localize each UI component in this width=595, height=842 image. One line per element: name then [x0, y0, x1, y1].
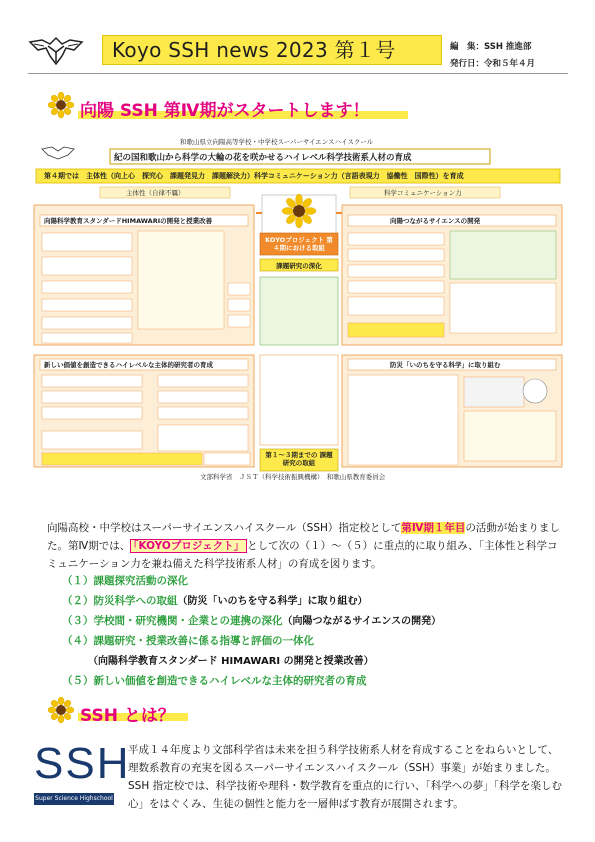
sunflower-icon	[48, 697, 74, 723]
list-item: （５）新しい価値を創造できるハイレベルな主体的研究者の育成	[62, 675, 367, 687]
intro-paragraph: 向陽高校・中学校はスーパーサイエンスハイスクール（SSH）指定校として第Ⅳ期１年目の活動が始まりました。第Ⅳ期では、 「KOYOプロジェクト」 として次の（１）～（５）に重点的に取り組み、「主体性と科学コミュニケーション力を兼ね備えた科学技術系人材」の育成を図ります。	[47, 522, 560, 570]
highlight-phase4-year1: 第Ⅳ期１年目	[401, 522, 466, 534]
section-heading-phase4: 向陽 SSH 第Ⅳ期がスタートします！	[80, 101, 370, 121]
diagram-left-label: 主体性（自律不羈）	[126, 189, 185, 197]
newsletter-title: Koyo SSH news 2023 第１号	[112, 38, 396, 62]
diagram-box-researcher: 新しい価値を創造できるハイレベルな主体的研究者の育成	[44, 361, 213, 369]
diagram-box-himawari: 向陽科学教育スタンダードHIMAWARIの開発と授業改善	[44, 217, 213, 225]
school-emblem-icon	[28, 34, 84, 68]
ssh-logo	[34, 737, 131, 807]
diagram-banner: 紀の国和歌山から科学の大輪の花を咲かせるハイレベル科学技術系人材の育成	[114, 153, 412, 163]
highlight-koyo-project: 「KOYOプロジェクト」	[130, 539, 247, 553]
editor-label: 編 集：SSH 推進部	[450, 42, 532, 52]
diagram-right-label: 科学コミュニケーション力	[384, 189, 462, 197]
diagram-footer: 文部科学省 ＪＳＴ（科学技術振興機構） 和歌山県教育委員会	[200, 473, 386, 481]
list-item: （向陽科学教育スタンダード HIMAWARI の開発と授業改善）	[88, 656, 374, 667]
ssh-logo-subtitle: Super Science Highschool	[34, 793, 114, 805]
diagram-goal-line: 第４期では 主体性（向上心 探究心 課題発見力 課題解決力）科学コミュニケーション力（言語表現力 協働性 国際性）を育成	[44, 172, 464, 180]
diagram-box-bousai: 防災「いのちを守る科学」に取り組む	[390, 361, 501, 369]
diagram-deepening: 課題研究の深化	[276, 262, 322, 270]
diagram-past-phases: 第１～３期までの 課題研究の取組	[265, 451, 333, 467]
section-heading-what-is-ssh: SSH とは？	[80, 706, 175, 726]
list-item: （３）学校間・研究機関・企業との連携の深化（向陽つながるサイエンスの開発）	[62, 615, 442, 627]
koyo-project-diagram	[30, 133, 566, 481]
ssh-logo-text: SSH	[34, 739, 131, 788]
issue-date: 発行日：令和５年４月	[450, 59, 536, 69]
divider	[28, 73, 568, 74]
sunflower-icon	[48, 92, 74, 118]
diagram-school-name: 和歌山県立向陽高等学校・中学校スーパーサイエンスハイスクール	[180, 138, 374, 146]
list-item: （２）防災科学への取組（防災「いのちを守る科学」に取り組む）	[62, 595, 368, 607]
list-item: （４）課題研究・授業改善に係る指導と評価の一体化	[62, 635, 314, 647]
diagram-koyo-project: KOYOプロジェクト 第４期における取組	[265, 236, 333, 252]
ssh-description: 平成１４年度より文部科学省は未来を担う科学技術系人材を育成することをねらいとして、理数系教育の充実を図るスーパーサイエンスハイスクール（SSH）事業」が始まりました。SSH 指定校では、科学技術や理科・数学教育を重点的に行い、「科学への夢」「科学を楽しむ心」をはぐくみ、生徒の個性と能力を一層伸ばす教育が展開されます。	[128, 744, 563, 810]
diagram-box-tsunagaru: 向陽つながるサイエンスの開発	[390, 217, 481, 225]
list-item: （１）課題探究活動の深化	[62, 575, 188, 587]
